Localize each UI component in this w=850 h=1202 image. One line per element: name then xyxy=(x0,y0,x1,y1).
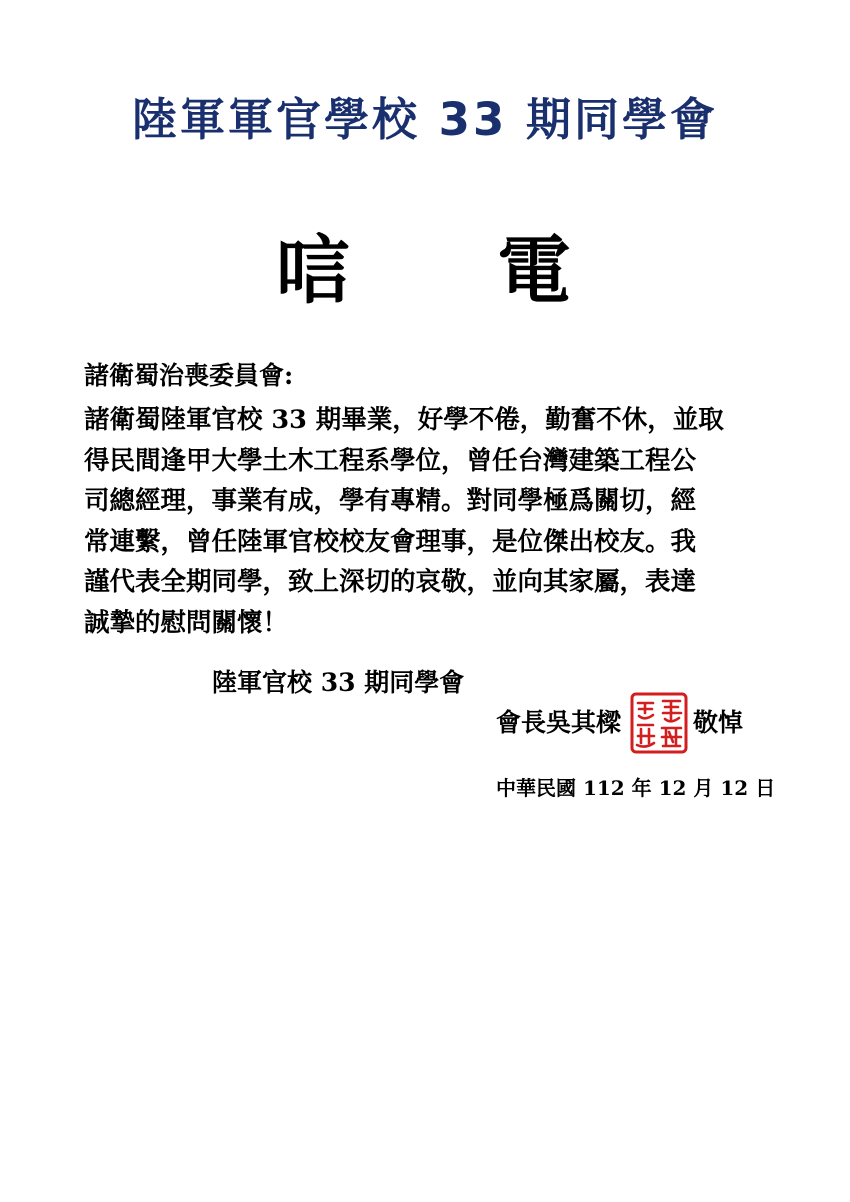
body-line: 誠摯的慰問關懷！ xyxy=(84,607,289,638)
document-date: 中華民國 112 年 12 月 12 日 xyxy=(496,776,776,800)
closing-phrase: 敬悼 xyxy=(693,708,744,737)
letter-body xyxy=(84,400,774,643)
signer-organization: 陸軍官校 33 期同學會 xyxy=(212,668,465,697)
body-line: 諸衛蜀陸軍官校 33 期畢業，好學不倦，勤奮不休，並取 xyxy=(84,405,724,435)
body-line: 謹代表全期同學，致上深切的哀敬，並向其家屬，表達 xyxy=(84,567,697,597)
organization-title: 陸軍軍官學校 33 期同學會 xyxy=(132,93,718,146)
doc-type-char-1: 唁 xyxy=(276,228,350,314)
document-type-heading xyxy=(0,226,850,316)
red-seal-stamp xyxy=(629,691,689,755)
doc-type-char-2: 電 xyxy=(497,228,571,314)
body-line: 常連繫，曾任陸軍官校校友會理事，是位傑出校友。我 xyxy=(84,526,697,557)
signer-name: 會長吳其樑 xyxy=(496,708,622,737)
body-line: 司總經理，事業有成，學有專精。對同學極爲關切，經 xyxy=(84,486,697,516)
signature-line xyxy=(496,688,743,758)
recipient-line: 諸衛蜀治喪委員會: xyxy=(84,361,294,390)
body-line: 得民間逢甲大學土木工程系學位，曾任台灣建築工程公 xyxy=(84,445,697,476)
